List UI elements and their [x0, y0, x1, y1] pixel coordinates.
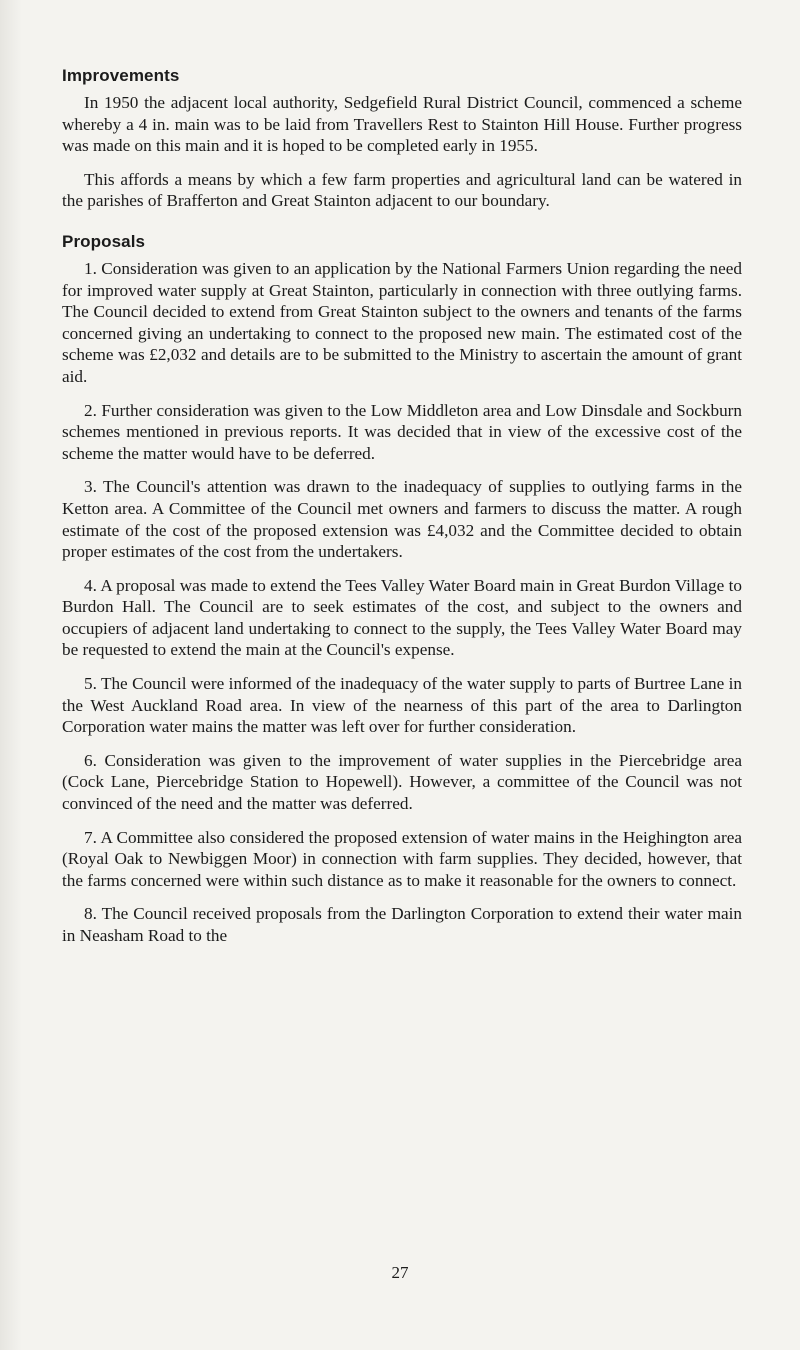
proposals-heading: Proposals [62, 231, 146, 251]
proposal-item-3: 3. The Council's attention was drawn to the inadequacy of supplies to outlying farms in the Ketton area. A Committee of the Council met owners and farmers to discuss the matter. A rough estimate of the cost of the proposed extension was £4,032 and the Committee decided to obtain proper estimates of the cost from the undertakers. [62, 477, 742, 562]
proposal-item-7: 7. A Committee also considered the proposed extension of water mains in the Heighington area (Royal Oak to Newbiggen Moor) in connection with farm supplies. They decided, however, that the farms concerned were within such distance as to make it reasonable for the owners to connect. [62, 827, 742, 890]
page-number: 27 [391, 1263, 409, 1282]
improvements-heading: Improvements [62, 66, 180, 85]
page-content [62, 66, 742, 959]
proposal-item-2: 2. Further consideration was given to the Low Middleton area and Low Dinsdale and Sockburn schemes mentioned in previous reports. It was decided that in view of the excessive cost of the scheme the matter would have to be deferred. [62, 400, 742, 463]
proposal-item-8: 8. The Council received proposals from the Darlington Corporation to extend their water main in Neasham Road to the [62, 904, 742, 945]
proposal-item-6: 6. Consideration was given to the improvement of water supplies in the Piercebridge area (Cock Lane, Piercebridge Station to Hopewell). However, a committee of the Council was not convinced of the need and the matter was deferred. [62, 750, 742, 814]
page-edge-shadow [0, 0, 22, 1350]
improvements-paragraph: In 1950 the adjacent local authority, Sedgefield Rural District Council, commenced a scheme whereby a 4 in. main was to be laid from Travellers Rest to Stainton Hill House. Further progress was made on this main and it is hoped to be completed early in 1955. [62, 93, 742, 156]
improvements-paragraph: This affords a means by which a few farm properties and agricultural land can be watered in the parishes of Brafferton and Great Stainton adjacent to our boundary. [62, 169, 742, 211]
proposal-item-5: 5. The Council were informed of the inadequacy of the water supply to parts of Burtree Lane in the West Auckland Road area. In view of the nearness of this part of the area to Darlington Corporation water mains the matter was left over for further consideration. [62, 674, 742, 737]
proposal-item-1: 1. Consideration was given to an application by the National Farmers Union regarding the need for improved water supply at Great Stainton, particularly in connection with three outlying farms. The Council decided to extend from Great Stainton subject to the owners and tenants of the farms concerned giving an undertaking to connect to the proposed new main. The estimated cost of the scheme was £2,032 and details are to be submitted to the Ministry to ascertain the amount of grant aid. [62, 258, 742, 386]
proposal-item-4: 4. A proposal was made to extend the Tees Valley Water Board main in Great Burdon Village to Burdon Hall. The Council are to seek estimates of the cost, and subject to the owners and occupiers of adjacent land undertaking to connect to the supply, the Tees Valley Water Board may be requested to extend the main at the Council's expense. [62, 575, 742, 660]
